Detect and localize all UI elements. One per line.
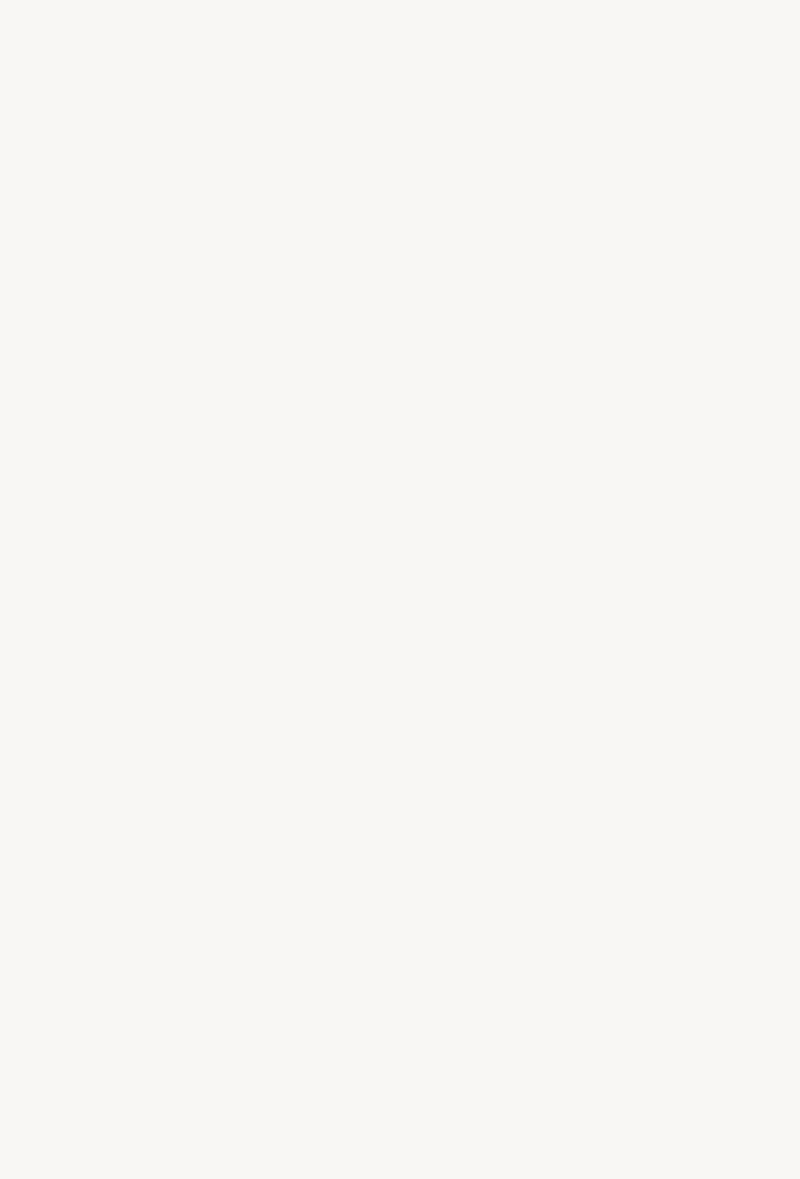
- standards-list: [72, 60, 712, 82]
